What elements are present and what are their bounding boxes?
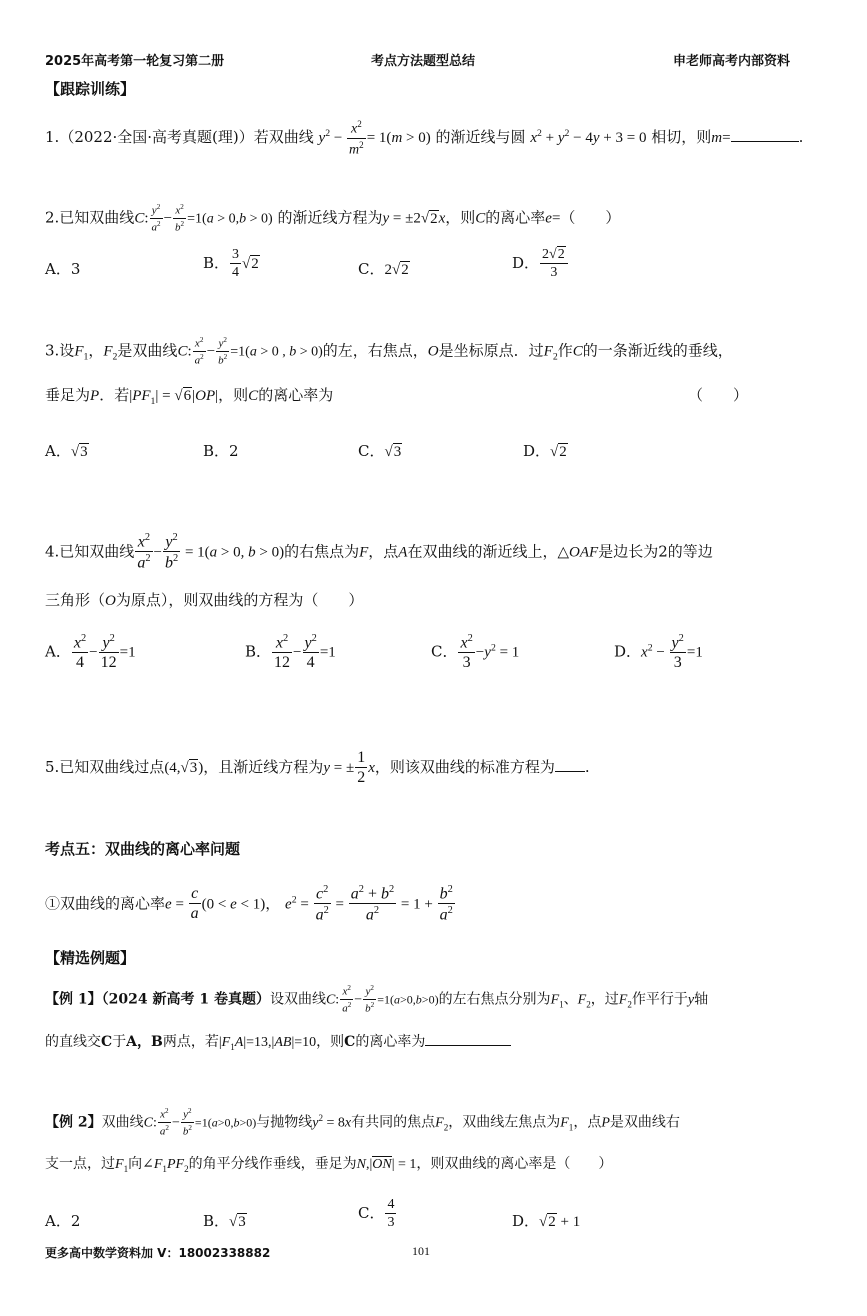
q1-text-2: 的渐近线与圆 [435, 128, 526, 147]
rule-text: ①双曲线的离心率 [45, 894, 166, 913]
q5-answer-blank[interactable] [555, 771, 585, 772]
q2-text-4: 的离心率 [485, 208, 546, 227]
q2-option-b-label: B． [203, 254, 230, 272]
q2-option-c-label: C． [358, 260, 385, 278]
q3-text-7: 垂足为 [45, 386, 91, 404]
question-5: 5.已知双曲线过点(4,√3)，且渐近线方程为y = ± $\frac{1}{2}$ x，则该双曲线的标准方程为 . [45, 749, 590, 786]
q2-option-d[interactable]: D． $\frac{2√2}{3}$ [512, 248, 569, 280]
ex2-option-b[interactable]: B．√3 [203, 1212, 246, 1230]
q4-option-a[interactable]: A． $\frac{x^2}{4}$ − $\frac{y^2}{12}$ =1 [45, 633, 136, 672]
ex2-text-9: 的角平分线作垂线，垂足为 [188, 1156, 357, 1172]
ex1-text-12: C [344, 1034, 356, 1050]
ex1-text-10: 两点，若 [162, 1034, 219, 1050]
q1-number: 1. [45, 128, 60, 147]
q2-option-a[interactable]: A．3 [45, 260, 81, 278]
ex2-text-8: 向 [128, 1156, 143, 1172]
q3-text-5: 作 [557, 341, 573, 360]
ex1-text-11: ，则 [316, 1034, 345, 1050]
ex1-text-9: A，B [126, 1034, 163, 1050]
ex1-source: （2024 新高考 1 卷真题） [101, 991, 270, 1008]
eccentricity-rule: ①双曲线的离心率e = $\frac{c}{a}$ (0 < e < 1)， $e^2$ = $\frac{c^2}{a^2}$ = $\frac{a^2 + b^2}{a^2}$ = 1 + $\frac{b^2}{a^2}$ [45, 884, 453, 924]
ex1-text-5: 轴 [694, 991, 709, 1008]
q1-text: 若双曲线 [253, 128, 314, 147]
q4-option-b-label: B． [245, 642, 272, 661]
q2-text-3: ，则 [445, 208, 476, 227]
ex1-text: 设双曲线 [269, 991, 326, 1008]
q3-text-3: 的左，右焦点， [322, 341, 428, 360]
q4-option-c-label: C． [431, 642, 458, 661]
q3-text-9: ，则 [218, 386, 249, 404]
q4-text-6: 三角形（ [45, 591, 106, 609]
q1-answer-blank[interactable] [731, 141, 799, 142]
q2-text-2: 的渐近线方程为 [277, 208, 383, 227]
ex2-text-4: ，双曲线左焦点为 [448, 1114, 561, 1131]
ex1-text-13: 的离心率为 [355, 1034, 426, 1050]
q3-option-a-label: A． [45, 442, 71, 460]
q3-option-d-label: D． [523, 442, 551, 460]
ex1-text-8: 于 [112, 1034, 127, 1050]
ex1-text-4: 作平行于 [631, 991, 688, 1008]
q5-text-3: ，则该双曲线的标准方程为 [374, 758, 555, 776]
ex2-tag: 【例 2】 [45, 1114, 102, 1131]
ex2-text-10: ，则双曲线的离心率是（ ） [416, 1156, 613, 1172]
ex2-option-b-label: B． [203, 1212, 230, 1230]
q1-source: （2022·全国·高考真题(理)） [59, 128, 254, 147]
q3-text: 3.设 [45, 341, 75, 360]
q3-option-b[interactable]: B．2 [203, 442, 239, 460]
ex1-text-7: C [101, 1034, 113, 1050]
q3-text-10: 的离心率为 [258, 386, 334, 404]
ex2-text-6: 是双曲线右 [609, 1114, 680, 1131]
ex2-option-d[interactable]: D．√2 + 1 [512, 1212, 581, 1230]
q3-text-8: ．若 [99, 386, 130, 404]
q4-text: 4.已知双曲线 [45, 542, 135, 561]
ex2-text-7: 支一点，过 [45, 1156, 115, 1172]
header-center: 考点方法题型总结 [371, 54, 476, 69]
page-number: 101 [412, 1244, 430, 1258]
kaodian-title: 考点五：双曲线的离心率问题 [45, 840, 241, 858]
question-1: 1.（2022·全国·高考真题(理)）若双曲线 $y^2$ − $\frac{x^2}{m^2}$ = 1(m > 0) 的渐近线与圆 $x^2 + y^2 - 4y + 3 = 0$ 相切，则m= . [45, 119, 804, 158]
q3-option-c-label: C． [358, 442, 385, 460]
question-3-line-2: 垂足为P．若$|PF_1| = √6|OP|$，则C的离心率为 [45, 386, 334, 407]
q2-paren: （ ） [560, 208, 621, 227]
question-2: 2.已知双曲线C: $\frac{y^2}{a^2}$ − $\frac{x^2}{b^2}$ =1(a > 0,b > 0) 的渐近线方程为y = ±2√2x，则C的离心率e=（ ） [45, 203, 621, 234]
q5-text: 5.已知双曲线过点 [45, 758, 165, 776]
ex2-option-c[interactable]: C． $\frac{4}{3}$ [358, 1197, 395, 1230]
q3-option-a[interactable]: A．√3 [45, 442, 88, 460]
q4-text-2: 的右焦点为 [284, 542, 360, 561]
q2-option-d-label: D． [512, 254, 540, 272]
ex1-answer-blank[interactable] [425, 1045, 511, 1046]
q5-text-2: ，且渐近线方程为 [203, 758, 324, 776]
q1-circle-eq: $x^2 + y^2 - 4y + 3 = 0$ [530, 128, 647, 147]
q4-text-5: 是边长为2的等边 [598, 542, 713, 561]
ex2-text-3: 有共同的焦点 [351, 1114, 436, 1131]
example-2-line-2: 支一点，过$F_1$向$\angle F_1PF_2$的角平分线作垂线，垂足为N,|ON| = 1，则双曲线的离心率是（ ） [45, 1156, 613, 1174]
q4-option-d-label: D． [614, 642, 642, 661]
ex1-text-3: ，过 [590, 991, 619, 1008]
ex1-text-2: 的左右焦点分别为 [438, 991, 551, 1008]
q4-option-b[interactable]: B． $\frac{x^2}{12}$ − $\frac{y^2}{4}$ =1 [245, 633, 336, 672]
q4-option-a-label: A． [45, 642, 71, 661]
header-right: 申老师高考内部资料 [673, 54, 791, 69]
ex2-option-a[interactable]: A．2 [45, 1212, 81, 1230]
ex1-text-6: 的直线交 [45, 1034, 101, 1050]
q3-answer-paren: （ ） [688, 386, 749, 404]
q3-text-6: 的一条渐近线的垂线， [582, 341, 733, 360]
ex1-tag: 【例 1】 [45, 991, 102, 1008]
ex2-text-5: ，点 [573, 1114, 602, 1131]
footer-contact: 更多高中数学资料加 V：18002338882 [45, 1246, 271, 1260]
ex2-text-2: 与抛物线 [256, 1114, 313, 1131]
example-2: 【例 2】双曲线C: $\frac{x^2}{a^2}$ − $\frac{y^2}{b^2}$ =1(a>0,b>0)与抛物线$y^2 = 8x$有共同的焦点$F_2$，双曲线左焦点为$F_1$，点P是双曲线右 [45, 1107, 680, 1138]
q4-text-7: 为原点），则双曲线的方程为（ ） [115, 591, 364, 609]
section-track-title: 【跟踪训练】 [45, 80, 136, 98]
q4-option-d[interactable]: D．$x^2$ − $\frac{y^2}{3}$ =1 [614, 633, 703, 672]
q3-text-4: 是坐标原点．过 [438, 341, 544, 360]
q3-text-2: 是双曲线 [117, 341, 178, 360]
q3-option-c[interactable]: C．√3 [358, 442, 402, 460]
question-4-line-2: 三角形（O为原点），则双曲线的方程为（ ） [45, 591, 364, 609]
ex2-text: 双曲线 [101, 1114, 144, 1131]
q4-text-4: 在双曲线的渐近线上， [407, 542, 558, 561]
q2-text: 2.已知双曲线 [45, 208, 135, 227]
q2-option-b[interactable]: B． $\frac{3}{4}$ √2 [203, 247, 259, 280]
ex2-option-c-label: C． [358, 1204, 385, 1222]
example-1-line-2: 的直线交C于A，B两点，若$|F_1A|=13,|AB|=10$，则C的离心率为 [45, 1032, 511, 1057]
q2-option-c[interactable]: C．2√2 [358, 260, 409, 278]
q1-text-3: 相切，则 [651, 128, 712, 147]
header-left: 2025年高考第一轮复习第二册 [45, 54, 225, 69]
q1-equals: = [722, 130, 731, 147]
question-4: 4.已知双曲线 $\frac{x^2}{a^2}$ − $\frac{y^2}{b^2}$ = 1(a > 0, b > 0)的右焦点为F，点A在双曲线的渐近线上，△OAF是边长为2的等边 [45, 532, 713, 572]
q4-text-3: ，点 [368, 542, 399, 561]
q4-option-c[interactable]: C． $\frac{x^2}{3}$ $-y^2 = 1$ [431, 633, 520, 672]
ex2-option-d-label: D． [512, 1212, 540, 1230]
example-1: 【例 1】（2024 新高考 1 卷真题）设双曲线C: $\frac{x^2}{a^2}$ − $\frac{y^2}{b^2}$ =1(a>0,b>0)的左右焦点分别为$F_1$、$F_2$，过$F_2$作平行于y轴 [45, 984, 709, 1015]
question-3: 3.设$F_1$，$F_2$是双曲线C: $\frac{x^2}{a^2}$ − $\frac{y^2}{b^2}$ =1(a > 0 , b > 0)的左，右焦点，O是坐标原点．过$F_2$作C的一条渐近线的垂线， [45, 336, 733, 367]
q1-hyperbola-eq: $y^2$ − $\frac{x^2}{m^2}$ = 1(m > 0) [318, 119, 431, 158]
q5-period: . [584, 758, 590, 776]
section-select-title: 【精选例题】 [45, 949, 136, 967]
q3-option-d[interactable]: D．√2 [523, 442, 567, 460]
